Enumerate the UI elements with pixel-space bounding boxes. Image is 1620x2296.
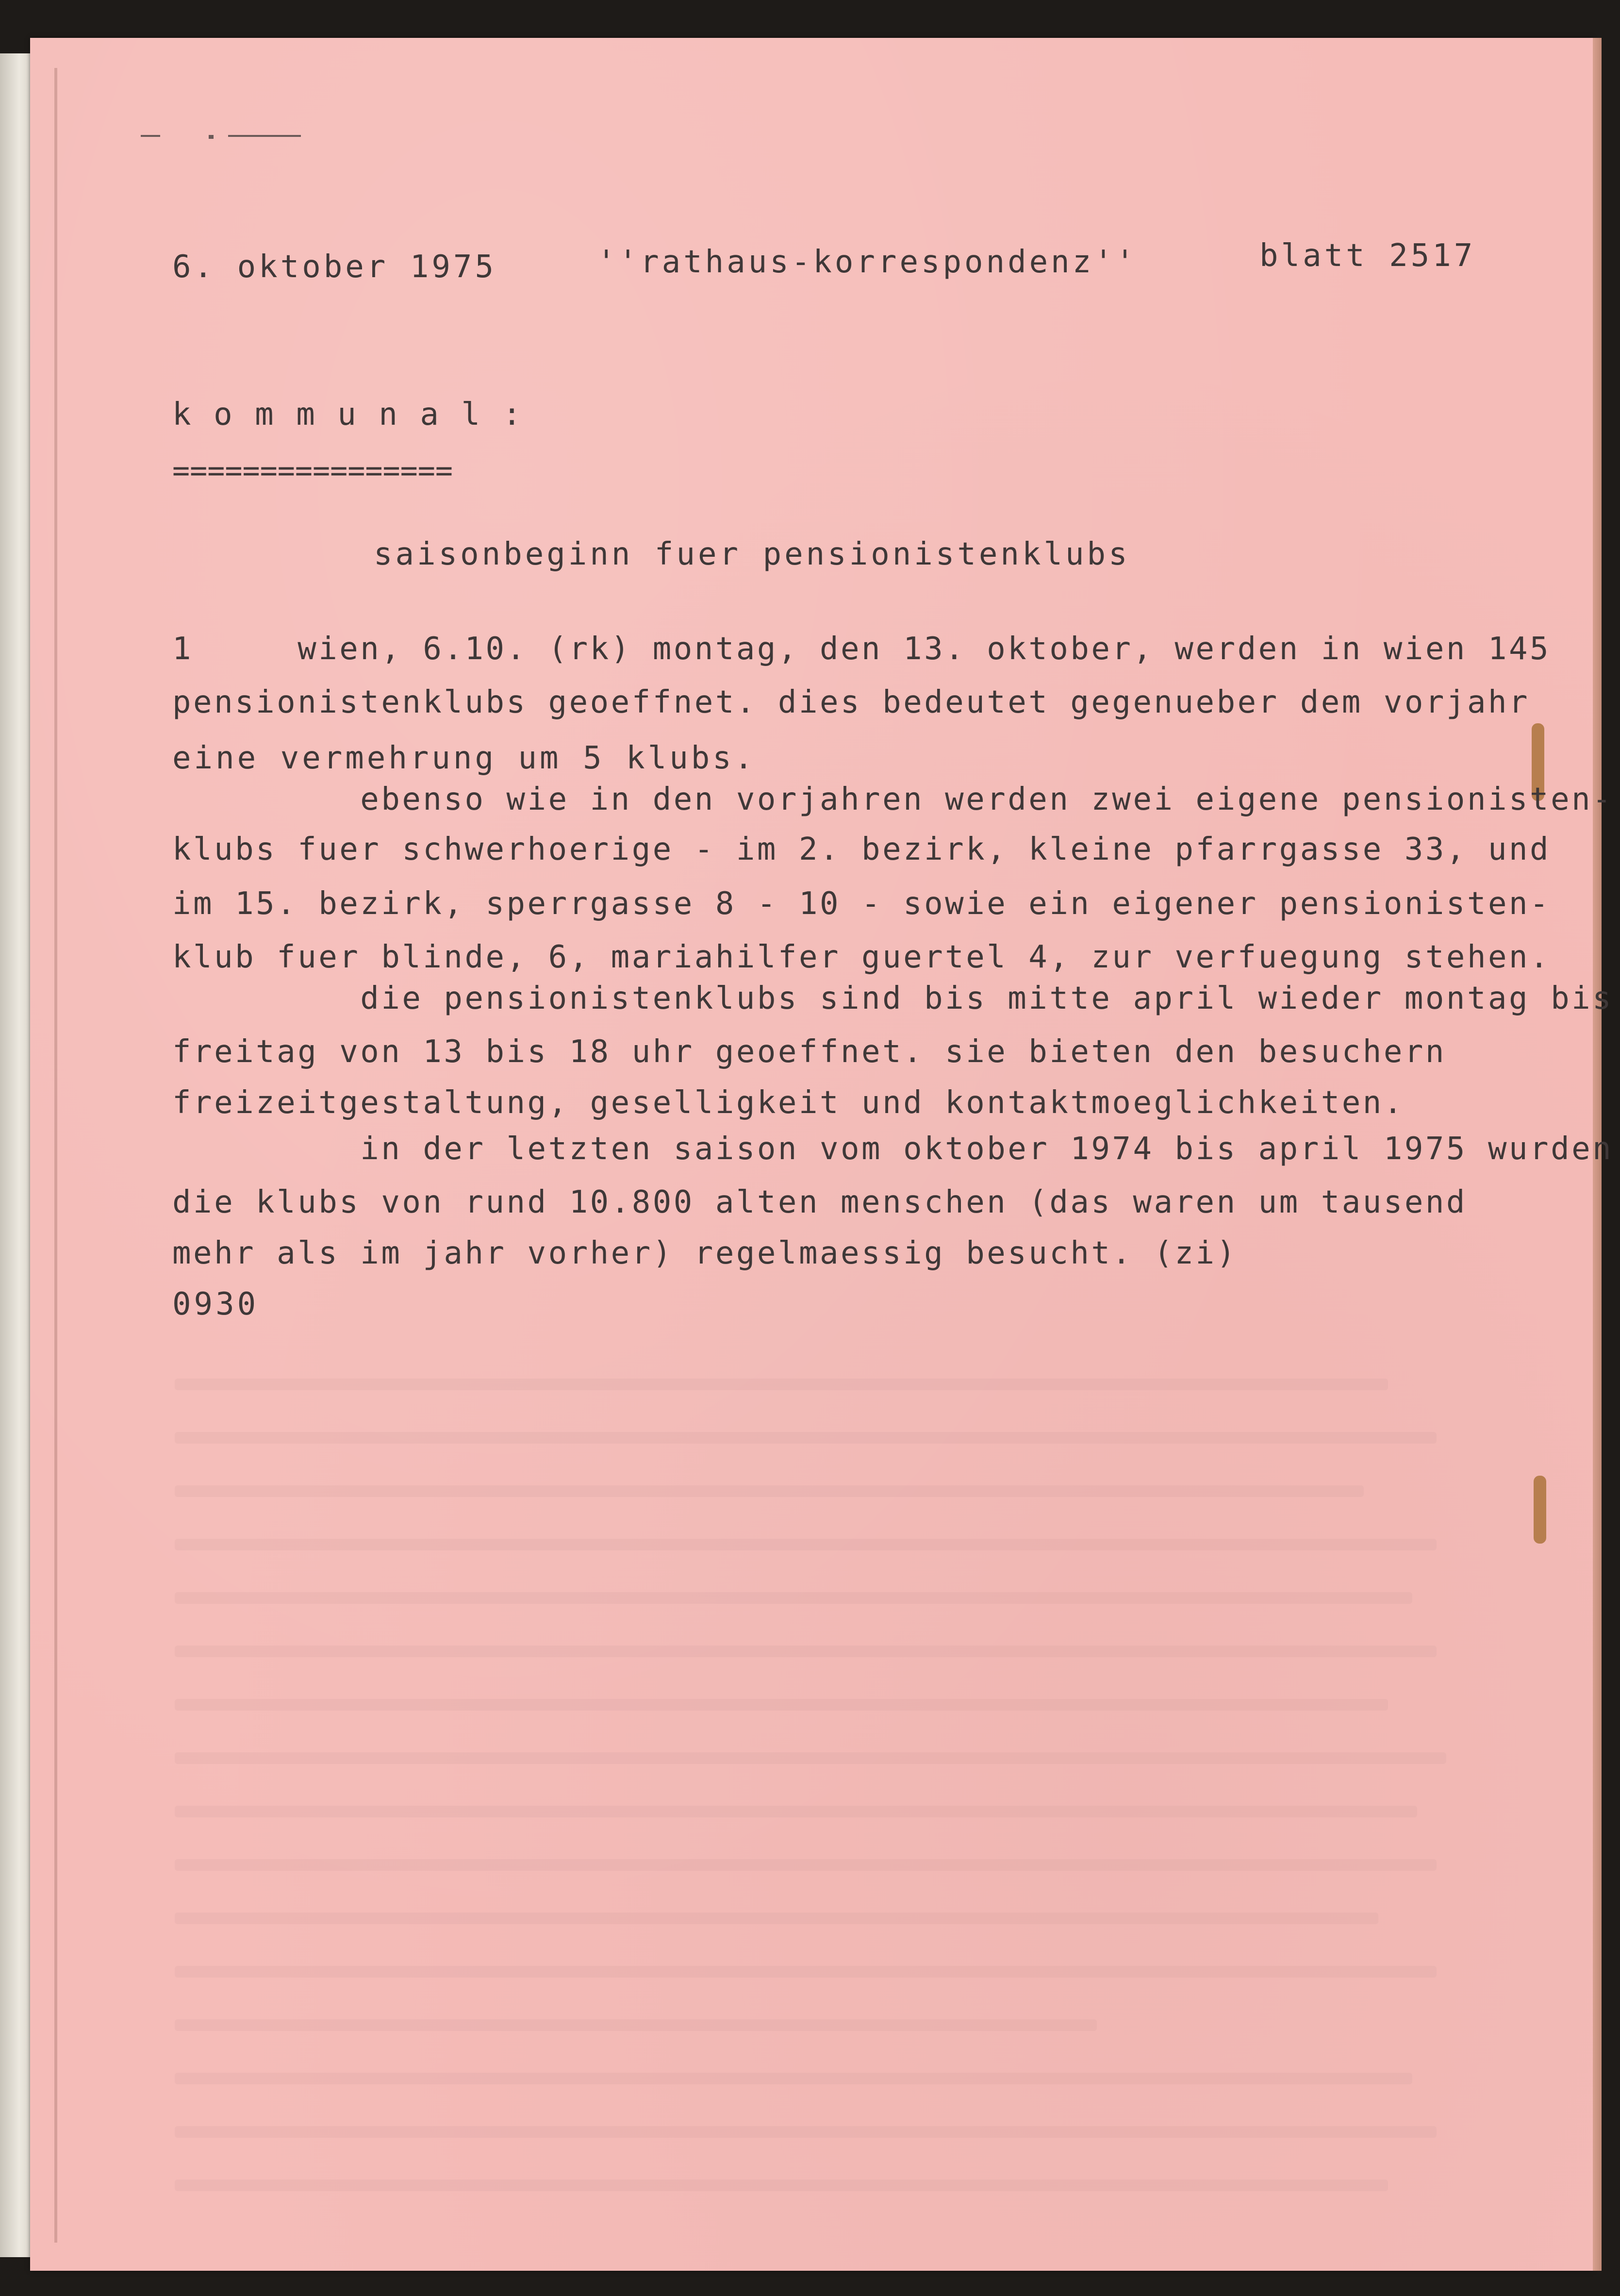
header-date: 6. oktober 1975 xyxy=(172,249,496,285)
article-line: freizeitgestaltung, geselligkeit und kontaktmoeglichkeiten. xyxy=(172,1085,1405,1121)
stray-mark xyxy=(141,135,160,137)
show-through xyxy=(175,1646,1437,1657)
article-time-code: 0930 xyxy=(172,1286,259,1322)
show-through xyxy=(175,1539,1437,1550)
show-through xyxy=(175,1379,1388,1390)
show-through xyxy=(175,1699,1388,1711)
show-through xyxy=(175,1752,1446,1764)
stray-mark xyxy=(228,135,301,137)
article-line: klubs fuer schwerhoerige - im 2. bezirk, kleine pfarrgasse 33, und xyxy=(172,832,1551,867)
header-publication: ''rathaus-korrespondenz'' xyxy=(597,244,1138,280)
article-line: im 15. bezirk, sperrgasse 8 - 10 - sowie ein eigener pensionisten- xyxy=(172,886,1551,922)
article-line: in der letzten saison vom oktober 1974 bis april 1975 wurden xyxy=(172,1131,1614,1167)
stray-mark xyxy=(209,135,214,139)
section-title: k o m m u n a l : xyxy=(172,397,524,433)
article-line: pensionistenklubs geoeffnet. dies bedeutet gegenueber dem vorjahr xyxy=(172,684,1530,720)
show-through xyxy=(175,2126,1437,2138)
article-line: mehr als im jahr vorher) regelmaessig besucht. (zi) xyxy=(172,1235,1238,1271)
show-through xyxy=(175,2073,1412,2084)
show-through xyxy=(175,1432,1437,1444)
show-through xyxy=(175,2019,1097,2031)
article-line: klub fuer blinde, 6, mariahilfer guertel 4, zur verfuegung stehen. xyxy=(172,939,1551,975)
header-sheet-number: blatt 2517 xyxy=(1259,238,1476,274)
show-through xyxy=(175,1966,1437,1978)
staple-mark xyxy=(1534,1476,1546,1544)
article-line: die pensionistenklubs sind bis mitte april wieder montag bis xyxy=(172,981,1614,1016)
binding-crease xyxy=(54,68,57,2243)
article-line: 1 wien, 6.10. (rk) montag, den 13. oktober, werden in wien 145 xyxy=(172,631,1551,667)
show-through xyxy=(175,1485,1364,1497)
article-headline: saisonbeginn fuer pensionistenklubs xyxy=(374,536,1130,572)
show-through xyxy=(175,1806,1417,1817)
article-line: freitag von 13 bis 18 uhr geoeffnet. sie bieten den besuchern xyxy=(172,1034,1446,1070)
article-line: eine vermehrung um 5 klubs. xyxy=(172,740,756,776)
article-line: ebenso wie in den vorjahren werden zwei eigene pensionisten- xyxy=(172,782,1614,817)
show-through xyxy=(175,2180,1388,2191)
show-through xyxy=(175,1592,1412,1604)
show-through xyxy=(175,1859,1437,1871)
show-through xyxy=(175,1913,1378,1924)
article-line: die klubs von rund 10.800 alten menschen (das waren um tausend xyxy=(172,1184,1467,1220)
section-underline: ================ xyxy=(172,454,453,488)
